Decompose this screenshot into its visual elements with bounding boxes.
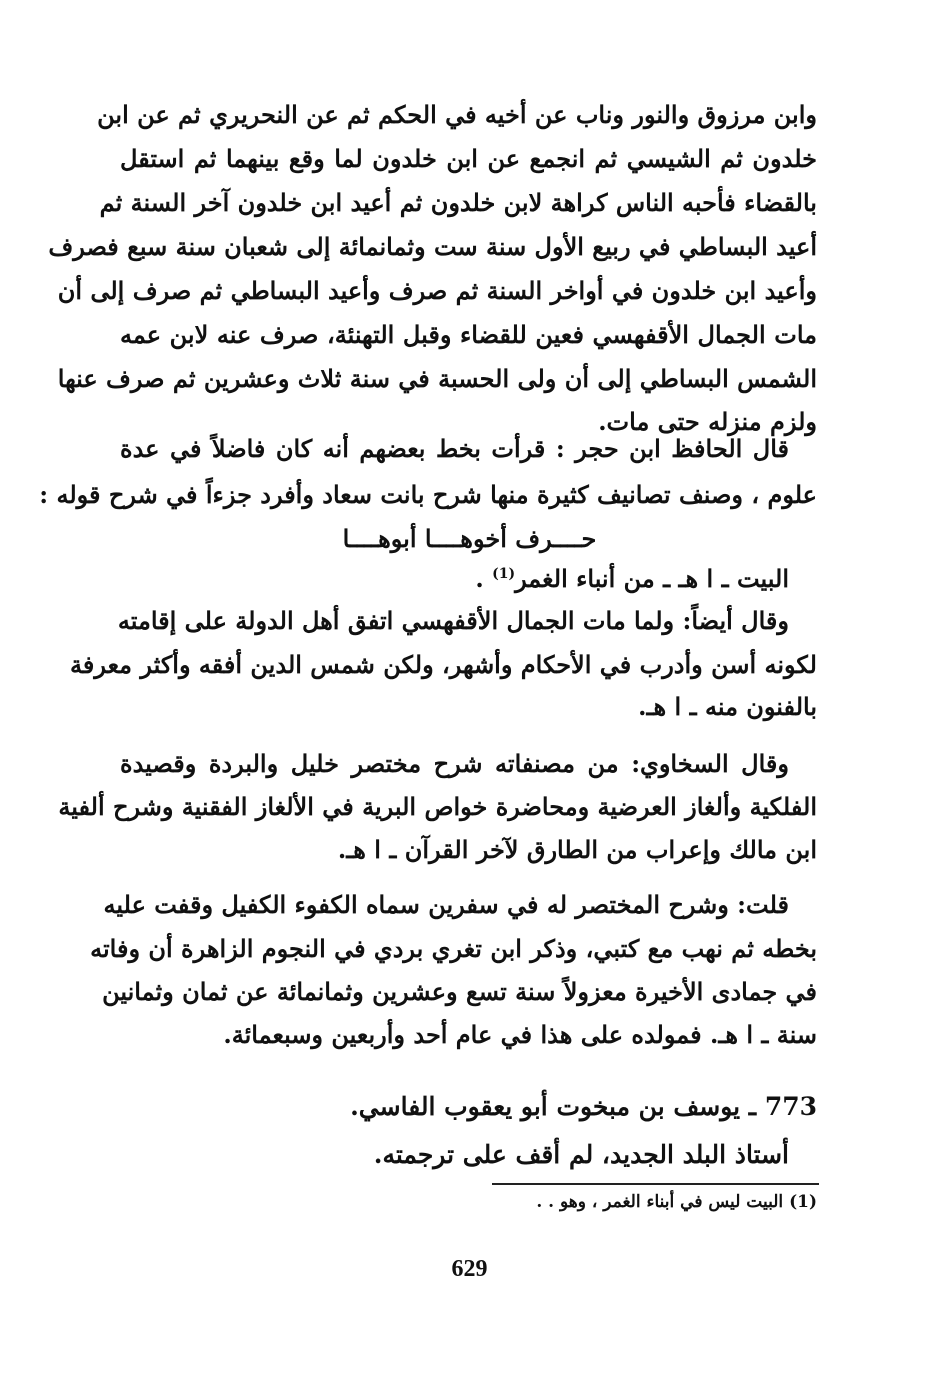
text-line: الفلكية وألغاز العرضية ومحاضرة خواص البرية في الألغاز الفقنية وشرح ألفية [58, 792, 817, 821]
text-line: وقال السخاوي: من مصنفاته شرح مختصر خليل والبردة وقصيدة [120, 749, 789, 778]
text-line [475, 562, 789, 596]
text-line: الشمس البساطي إلى أن ولى الحسبة في سنة ثلاث وعشرين ثم صرف عنها [57, 364, 817, 393]
text-line: قلت: وشرح المختصر له في سفرين سماه الكفوء الكفيل وقفت عليه [103, 890, 789, 919]
text-line: أعيد البساطي في ربيع الأول سنة ست وثمانمائة إلى شعبان سنة سبع فصرف [48, 232, 817, 261]
text-line: بالفنون منه ـ ا هـ. [638, 692, 817, 721]
footnote: (1) البيت ليس في أبناء الغمر ، وهو . . [536, 1192, 817, 1212]
text-line: وابن مرزوق والنور وناب عن أخيه في الحكم ثم عن النحريري ثم عن ابن [97, 100, 817, 129]
text-line: وأعيد ابن خلدون في أواخر السنة ثم صرف وأعيد البساطي ثم صرف إلى أن [57, 276, 817, 305]
text-line: سنة ـ ا هـ. فمولده على هذا في عام أحد وأربعين وسبعمائة. [223, 1020, 817, 1049]
text-line: لكونه أسن وأدرب في الأحكام وأشهر، ولكن شمس الدين أفقه وأكثر معرفة [70, 650, 817, 679]
poetry-verse: حــــرف أخوهــــا أبوهــــا [342, 524, 597, 553]
verse-source: البيت ـ ا هـ ـ من أنباء الغمر [515, 564, 789, 593]
footnote-marker: (1) [492, 566, 516, 582]
text-line: ولزم منزله حتى مات. [598, 407, 817, 436]
text-line: ابن مالك وإعراب من الطارق لآخر القرآن ـ ا هـ. [337, 835, 817, 864]
text-line: وقال أيضاً: ولما مات الجمال الأقفهسي اتفق أهل الدولة على إقامته [117, 606, 789, 635]
text-line: علوم ، وصنف تصانيف كثيرة منها شرح بانت سعاد وأفرد جزءاً في شرح قوله : [39, 480, 817, 509]
text-line: بخطه ثم نهب مع كتبي، وذكر ابن تغري بردي في النجوم الزاهرة أن وفاته [90, 934, 817, 963]
text-line: مات الجمال الأقفهسي فعين للقضاء وقبل التهنئة، صرف عنه لابن عمه [120, 320, 817, 349]
entry-heading: 773 ـ يوسف بن مبخوت أبو يعقوب الفاسي. [350, 1092, 817, 1121]
page-number: 629 [451, 1256, 488, 1282]
text-line: بالقضاء فأحبه الناس كراهة لابن خلدون ثم أعيد ابن خلدون آخر السنة ثم [99, 188, 817, 217]
text-line: في جمادى الأخيرة معزولاً سنة تسع وعشرين وثمانمائة عن ثمان وثمانين [102, 977, 817, 1006]
footnote-divider [492, 1183, 819, 1185]
text-line: خلدون ثم الشيسي ثم انجمع عن ابن خلدون لما وقع بينهما ثم استقل [120, 144, 817, 173]
verse-source-tail: . [475, 564, 493, 593]
text-line: قال الحافظ ابن حجر : قرأت بخط بعضهم أنه كان فاضلاً في عدة [120, 434, 789, 463]
entry-text: أستاذ البلد الجديد، لم أقف على ترجمته. [373, 1140, 789, 1169]
